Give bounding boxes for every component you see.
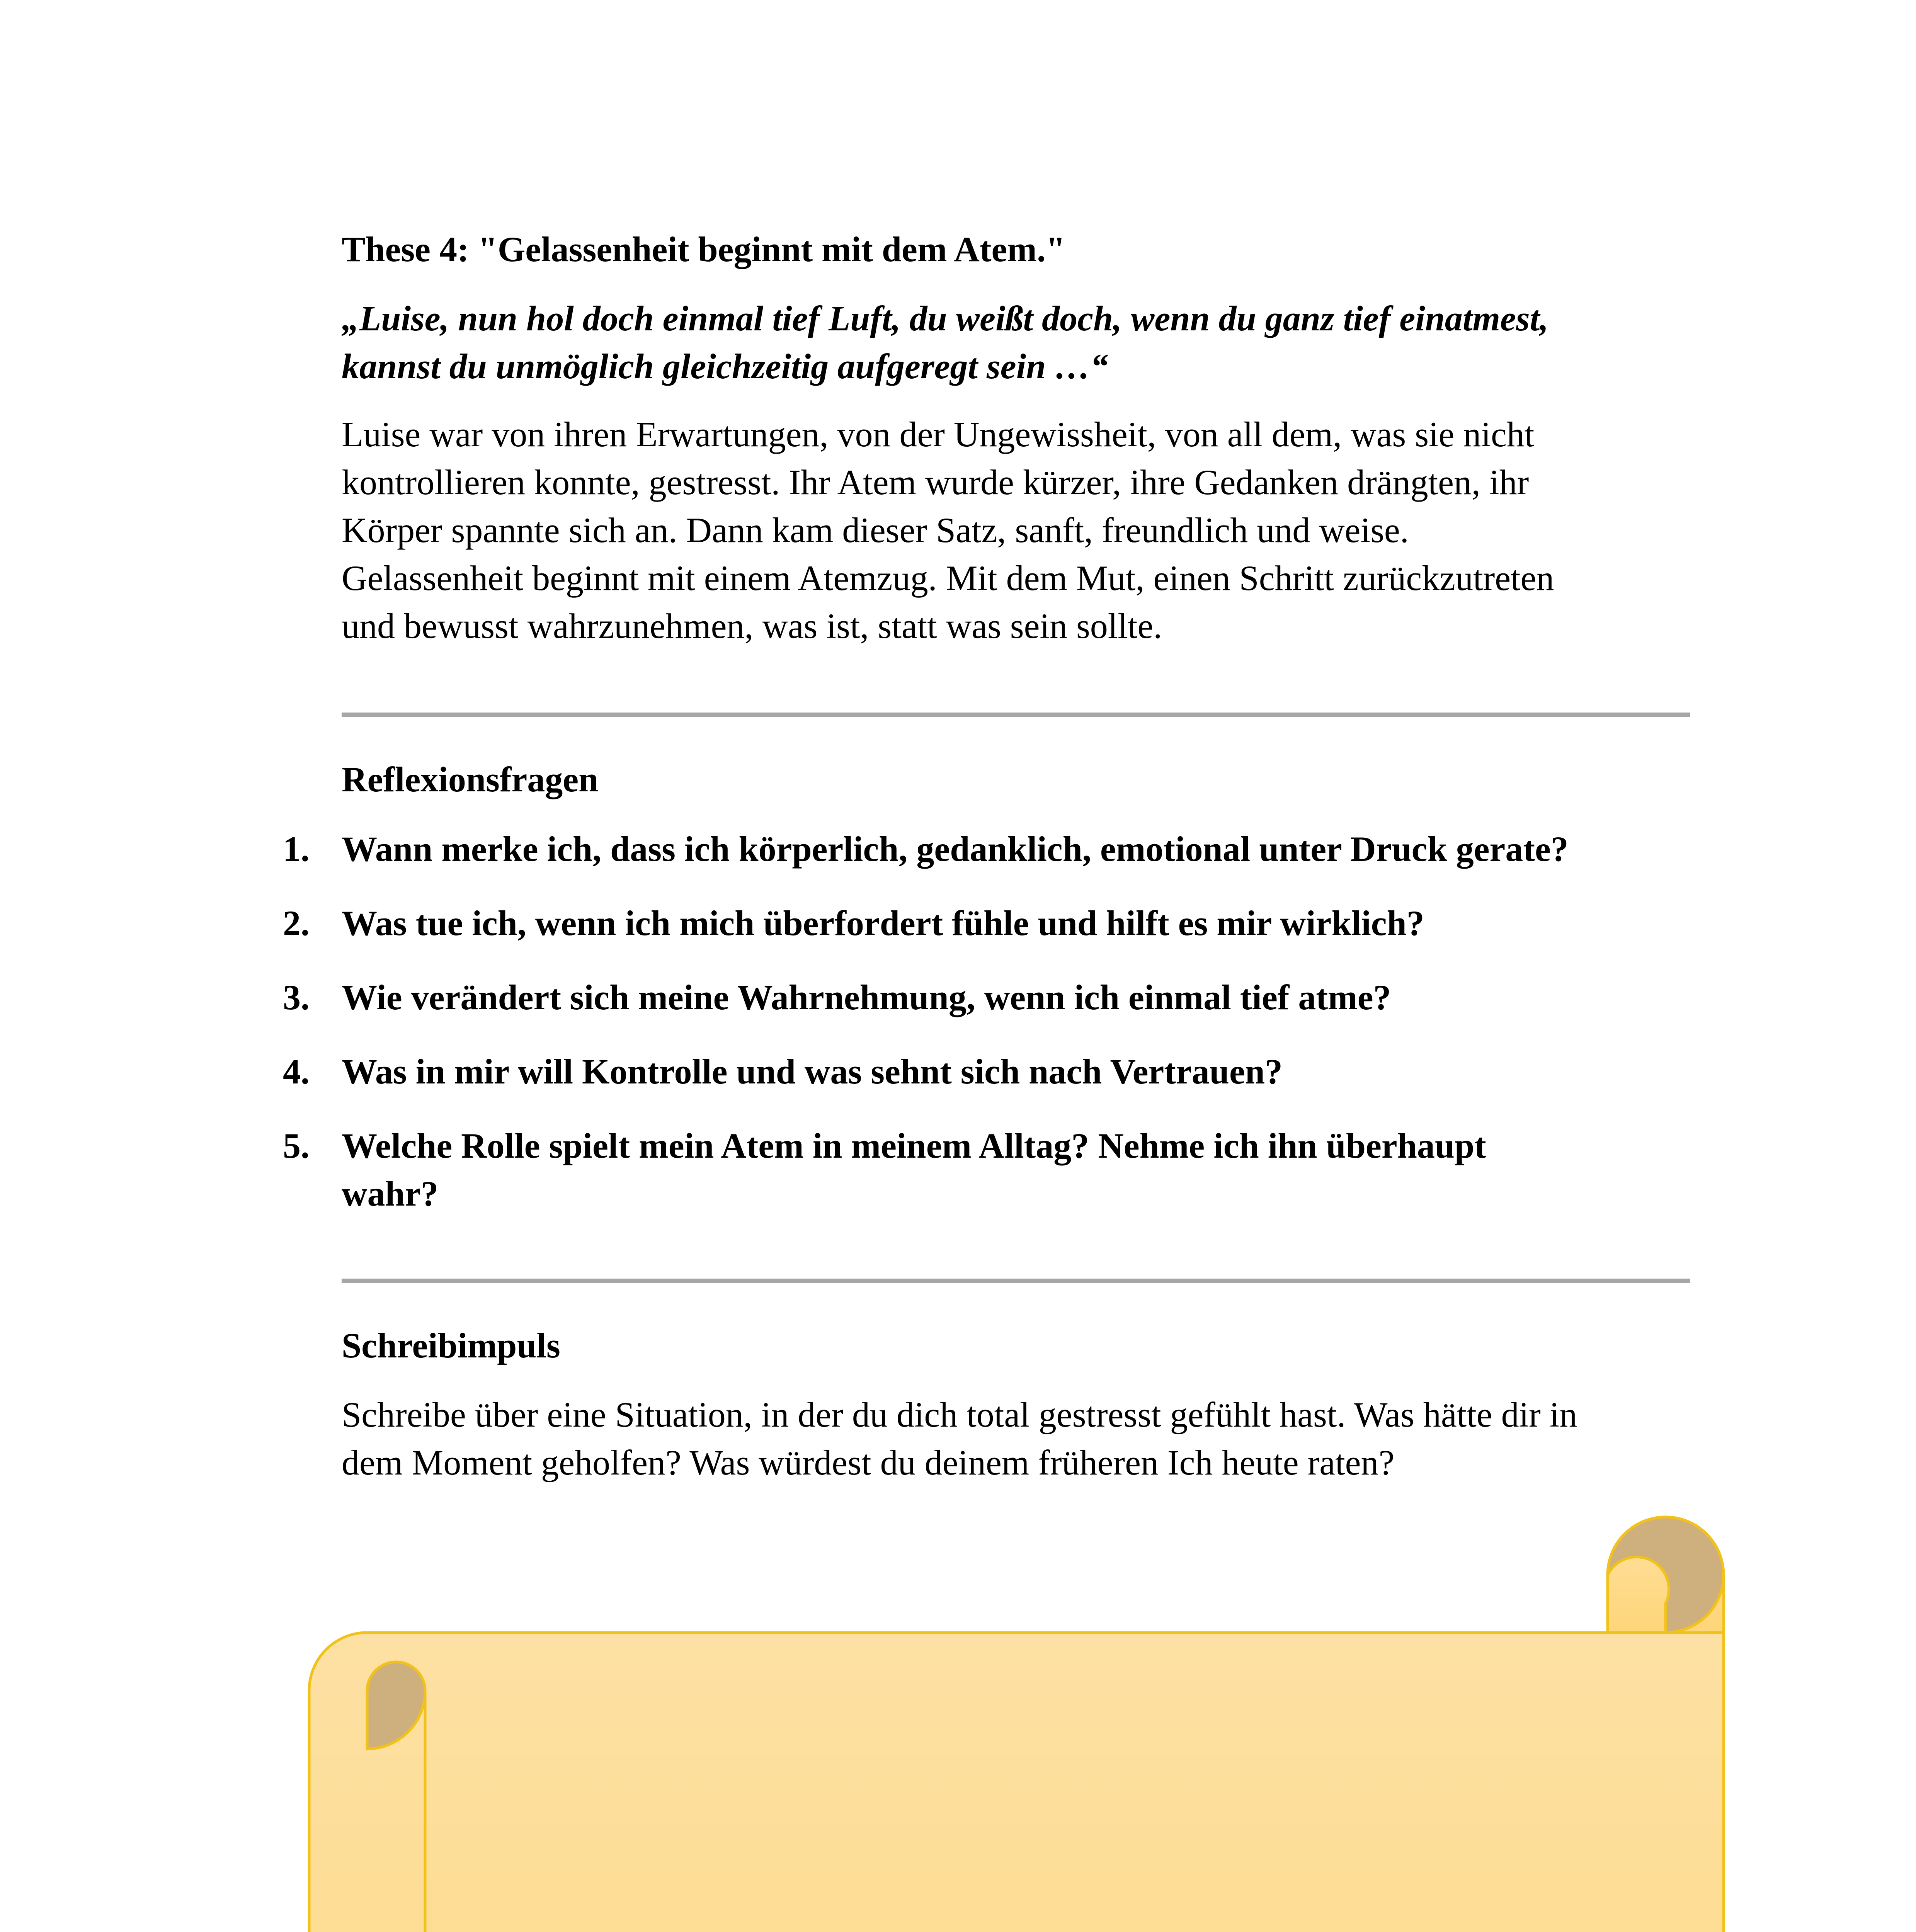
- impulse-text: [342, 1391, 1690, 1486]
- reflection-question: [283, 1048, 1690, 1095]
- question-text: Was tue ich, wenn ich mich überfordert fühle und hilft es mir wirklich?: [342, 903, 1424, 943]
- question-number: 5.: [283, 1126, 310, 1165]
- impulse-line: Schreibe über eine Situation, in der du dich total gestresst gefühlt hast. Was hätte dir in: [342, 1395, 1577, 1435]
- page-content: [283, 228, 1690, 1486]
- quote: [342, 294, 1690, 390]
- scroll-sheet: [309, 1633, 1724, 1932]
- reflection-question: [283, 899, 1690, 947]
- body-line: Gelassenheit beginnt mit einem Atemzug. Mit dem Mut, einen Schritt zurückzutreten: [342, 558, 1554, 598]
- question-text: Wie verändert sich meine Wahrnehmung, wenn ich einmal tief atme?: [342, 977, 1391, 1017]
- quote-line: kannst du unmöglich gleichzeitig aufgeregt sein …“: [342, 347, 1108, 386]
- body-line: Körper spannte sich an. Dann kam dieser Satz, sanft, freundlich und weise.: [342, 510, 1409, 550]
- divider: [342, 1279, 1690, 1283]
- question-number: 1.: [283, 829, 310, 869]
- question-number: 3.: [283, 977, 310, 1017]
- question-number: 2.: [283, 903, 310, 943]
- reflection-question: [283, 825, 1690, 873]
- question-text: Was in mir will Kontrolle und was sehnt sich nach Vertrauen?: [342, 1051, 1283, 1091]
- reflection-question: [283, 1122, 1690, 1218]
- question-number: 4.: [283, 1051, 310, 1091]
- reflection-question-list: [283, 825, 1690, 1218]
- impulse-title: Schreibimpuls: [342, 1325, 560, 1365]
- thesis-heading: These 4: "Gelassenheit beginnt mit dem Atem.": [342, 230, 1066, 269]
- body-paragraph: [342, 410, 1690, 650]
- body-line: und bewusst wahrzunehmen, was ist, statt was sein sollte.: [342, 606, 1162, 646]
- question-text: Wann merke ich, dass ich körperlich, gedanklich, emotional unter Druck gerate?: [342, 829, 1569, 869]
- scroll-top-fold: [1608, 1517, 1724, 1633]
- reflection-title: Reflexionsfragen: [342, 760, 599, 799]
- question-text: wahr?: [342, 1173, 439, 1213]
- question-text: Welche Rolle spielt mein Atem in meinem Alltag? Nehme ich ihn überhaupt: [342, 1126, 1486, 1165]
- scroll-left-fold: [367, 1662, 425, 1749]
- reflection-question: [283, 973, 1690, 1021]
- divider: [342, 713, 1690, 717]
- body-line: kontrollieren konnte, gestresst. Ihr Atem wurde kürzer, ihre Gedanken drängten, ihr: [342, 463, 1529, 502]
- scroll-top-roll: [1608, 1517, 1724, 1633]
- impulse-line: dem Moment geholfen? Was würdest du deinem früheren Ich heute raten?: [342, 1443, 1395, 1483]
- body-line: Luise war von ihren Erwartungen, von der Ungewissheit, von all dem, was sie nicht: [342, 415, 1535, 454]
- quote-line: „Luise, nun hol doch einmal tief Luft, du weißt doch, wenn du ganz tief einatmest,: [342, 299, 1549, 338]
